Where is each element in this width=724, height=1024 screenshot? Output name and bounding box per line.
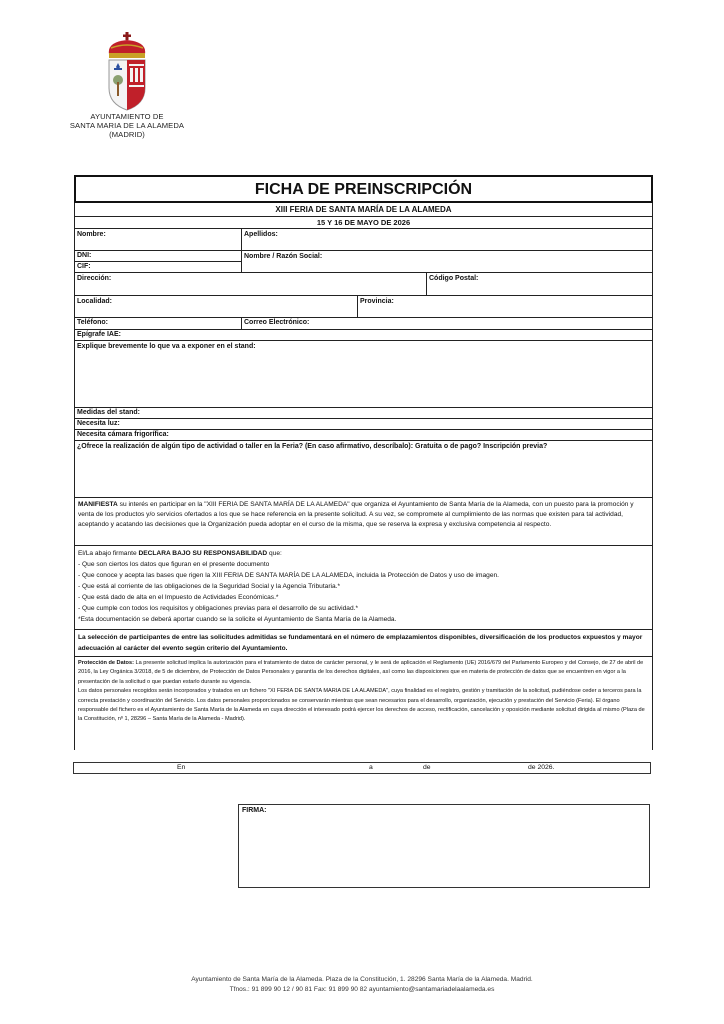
- form-title: FICHA DE PREINSCRIPCIÓN: [254, 181, 473, 198]
- cif-field[interactable]: [75, 262, 241, 272]
- razon-social-field[interactable]: [241, 251, 652, 272]
- date-a: a: [369, 764, 373, 771]
- row-telefono: [74, 318, 653, 330]
- ofrece-field[interactable]: [74, 441, 653, 498]
- medidas-field[interactable]: [74, 408, 653, 419]
- row-direccion: [74, 273, 653, 296]
- coat-of-arms-icon: [99, 30, 155, 112]
- camara-label: Necesita cámara frigorífica:: [77, 431, 169, 438]
- row-dni-razon: [74, 251, 653, 273]
- declara-section: [74, 546, 653, 630]
- municipal-logo: [62, 30, 192, 150]
- row-localidad: [74, 296, 653, 318]
- logo-line-3: (MADRID): [109, 130, 145, 139]
- codigo-postal-field[interactable]: [426, 273, 652, 295]
- declara-intro-post: que:: [267, 550, 282, 557]
- explique-label: Explique brevemente lo que va a exponer en el stand:: [77, 343, 256, 350]
- firma-label: FIRMA:: [242, 807, 267, 814]
- provincia-field[interactable]: [357, 296, 652, 317]
- footer-contact: Tfnos.: 91 899 90 12 / 90 81 Fax: 91 899 90 82 ayuntamiento@santamariadelaalameda.es: [229, 986, 495, 993]
- date-year: de 2026.: [528, 764, 555, 771]
- declara-item: - Que cumple con todos los requisitos y obligaciones previas para el desarrollo de su actividad.*: [78, 605, 359, 612]
- telefono-label: Teléfono:: [77, 319, 108, 326]
- form-title-row: [74, 175, 653, 203]
- proteccion-lead: Protección de Datos:: [78, 660, 134, 666]
- proteccion-datos-section: [74, 657, 653, 750]
- seleccion-text: La selección de participantes de entre las solicitudes admitidas se fundamentará en el número de emplazamientos disponibles, diversificación de los productos expuestos y mayor adecuación al carácter del evento según criterio del Ayuntamiento.: [78, 634, 643, 652]
- logo-line-2: SANTA MARIA DE LA ALAMEDA: [69, 121, 185, 130]
- declara-intro-pre: El/La abajo firmante: [78, 550, 139, 557]
- dni-field[interactable]: [75, 251, 241, 262]
- camara-field[interactable]: [74, 430, 653, 441]
- epigrafe-field[interactable]: [74, 330, 653, 341]
- declara-note: *Esta documentación se deberá aportar cuando se la solicite el Ayuntamiento de Santa María de la Alameda.: [78, 616, 397, 623]
- dni-label: DNI:: [77, 252, 92, 259]
- nombre-label: Nombre:: [77, 231, 106, 238]
- declara-item: - Que son ciertos los datos que figuran en el presente documento: [78, 561, 270, 568]
- medidas-label: Medidas del stand:: [77, 409, 141, 416]
- date-de: de: [423, 764, 431, 771]
- apellidos-field[interactable]: [241, 229, 652, 250]
- correo-field[interactable]: [241, 318, 652, 329]
- codigo-postal-label: Código Postal:: [429, 275, 479, 282]
- direccion-label: Dirección:: [77, 275, 112, 282]
- form-dates: 15 Y 16 DE MAYO DE 2026: [316, 218, 411, 227]
- explique-field[interactable]: [74, 341, 653, 408]
- declara-intro: [78, 548, 649, 559]
- proteccion-body-2: Los datos personales recogidos serán incorporados y tratados en un fichero "XI FERIA DE SANTA MARIA DE LA ALAMEDA", cuya finalidad es el registro, gestión y tramitación de la solicitud, pudiéndose ceder a terceros para la correcta prestación y coordinación del Servicio. Los datos personales proporcionados se conservarán mientras que sean necesarios para el desarrollo, organización, ejecución y prestación del Servicio (Feria). El órgano responsable del fichero es el Ayuntamiento de Santa María de la Alameda en cuya dirección el interesado podrá ejercer los derechos de acceso, rectificación, cancelación y oposición mediante solicitud dirigida al mismo (Plaza de la Constitución, nº 1, 28296 – Santa María de la Alameda - Madrid).: [78, 688, 645, 723]
- form-subtitle: XIII FERIA DE SANTA MARÍA DE LA ALAMEDA: [275, 205, 452, 214]
- seleccion-section: [74, 630, 653, 657]
- row-nombre-apellidos: [74, 229, 653, 251]
- declara-item: - Que está al corriente de las obligaciones de la Seguridad Social y la Agencia Tributaria.*: [78, 583, 341, 590]
- form-subtitle-row: [74, 203, 653, 217]
- proteccion-datos-text: [75, 657, 652, 727]
- telefono-field[interactable]: [75, 318, 241, 329]
- ofrece-label: ¿Ofrece la realización de algún tipo de actividad o taller en la Feria? (En caso afirmativo, descríbalo): Gratuita o de pago? Inscripción previa?: [77, 443, 548, 450]
- preinscription-form: [74, 175, 653, 750]
- signature-box[interactable]: [238, 804, 650, 888]
- localidad-label: Localidad:: [77, 298, 113, 305]
- cif-label: CIF:: [77, 263, 91, 270]
- epigrafe-label: Epígrafe IAE:: [77, 331, 121, 338]
- luz-field[interactable]: [74, 419, 653, 430]
- footer-address: Ayuntamiento de Santa María de la Alameda. Plaza de la Constitución, 1. 28296 Santa María de la Alameda. Madrid.: [191, 976, 533, 983]
- proteccion-body-1: La presente solicitud implica la autorización para el tratamiento de datos de carácter personal, y le será de aplicación el Reglamento (UE) 2016/679 del Parlamento Europeo y del Consejo, de 27 de abril de 2016, la Ley Orgánica 3/2018, de 5 de diciembre, de Protección de Datos Personales y garantía de los derechos digitales, así como las disposiciones que en materia de protección de datos que se encuentren en vigor a la presentación de la solicitud o que puedan estarlo durante su vigencia.: [78, 660, 644, 685]
- declara-text: [75, 546, 652, 627]
- correo-label: Correo Electrónico:: [244, 319, 310, 326]
- logo-line-1: AYUNTAMIENTO DE: [90, 112, 164, 121]
- manifiesta-section: [74, 498, 653, 546]
- page-footer: [0, 975, 724, 995]
- date-en: En: [177, 764, 186, 771]
- declara-item: - Que conoce y acepta las bases que rigen la XIII FERIA DE SANTA MARÍA DE LA ALAMEDA, incluida la Protección de Datos y uso de imagen.: [78, 572, 499, 579]
- provincia-label: Provincia:: [360, 298, 394, 305]
- nombre-field[interactable]: [75, 229, 241, 250]
- razon-social-label: Nombre / Razón Social:: [244, 253, 323, 260]
- declara-intro-bold: DECLARA BAJO SU RESPONSABILIDAD: [138, 550, 268, 557]
- manifiesta-body: su interés en participar en la "XIII FERIA DE SANTA MARÍA DE LA ALAMEDA" que organiza el Ayuntamiento de Santa María de la Alameda, con un puesto para la promoción y venta de los productos y/o servicios ofertados a los que se hace referencia en la presente solicitud. A su vez, se compromete al cumplimiento de las normas que existen para tal actividad, aceptando y acatando las decisiones que la Organización pueda adoptar en el curso de la misma, que se reserva la expresa y exclusiva competencia al respecto.: [78, 501, 634, 529]
- date-line[interactable]: [73, 762, 651, 774]
- manifiesta-text: [75, 498, 652, 533]
- localidad-field[interactable]: [75, 296, 357, 317]
- direccion-field[interactable]: [75, 273, 426, 295]
- form-dates-row: [74, 217, 653, 229]
- luz-label: Necesita luz:: [77, 420, 120, 427]
- manifiesta-lead: MANIFIESTA: [78, 501, 118, 508]
- declara-item: - Que está dado de alta en el Impuesto de Actividades Económicas.*: [78, 594, 279, 601]
- apellidos-label: Apellidos:: [244, 231, 278, 238]
